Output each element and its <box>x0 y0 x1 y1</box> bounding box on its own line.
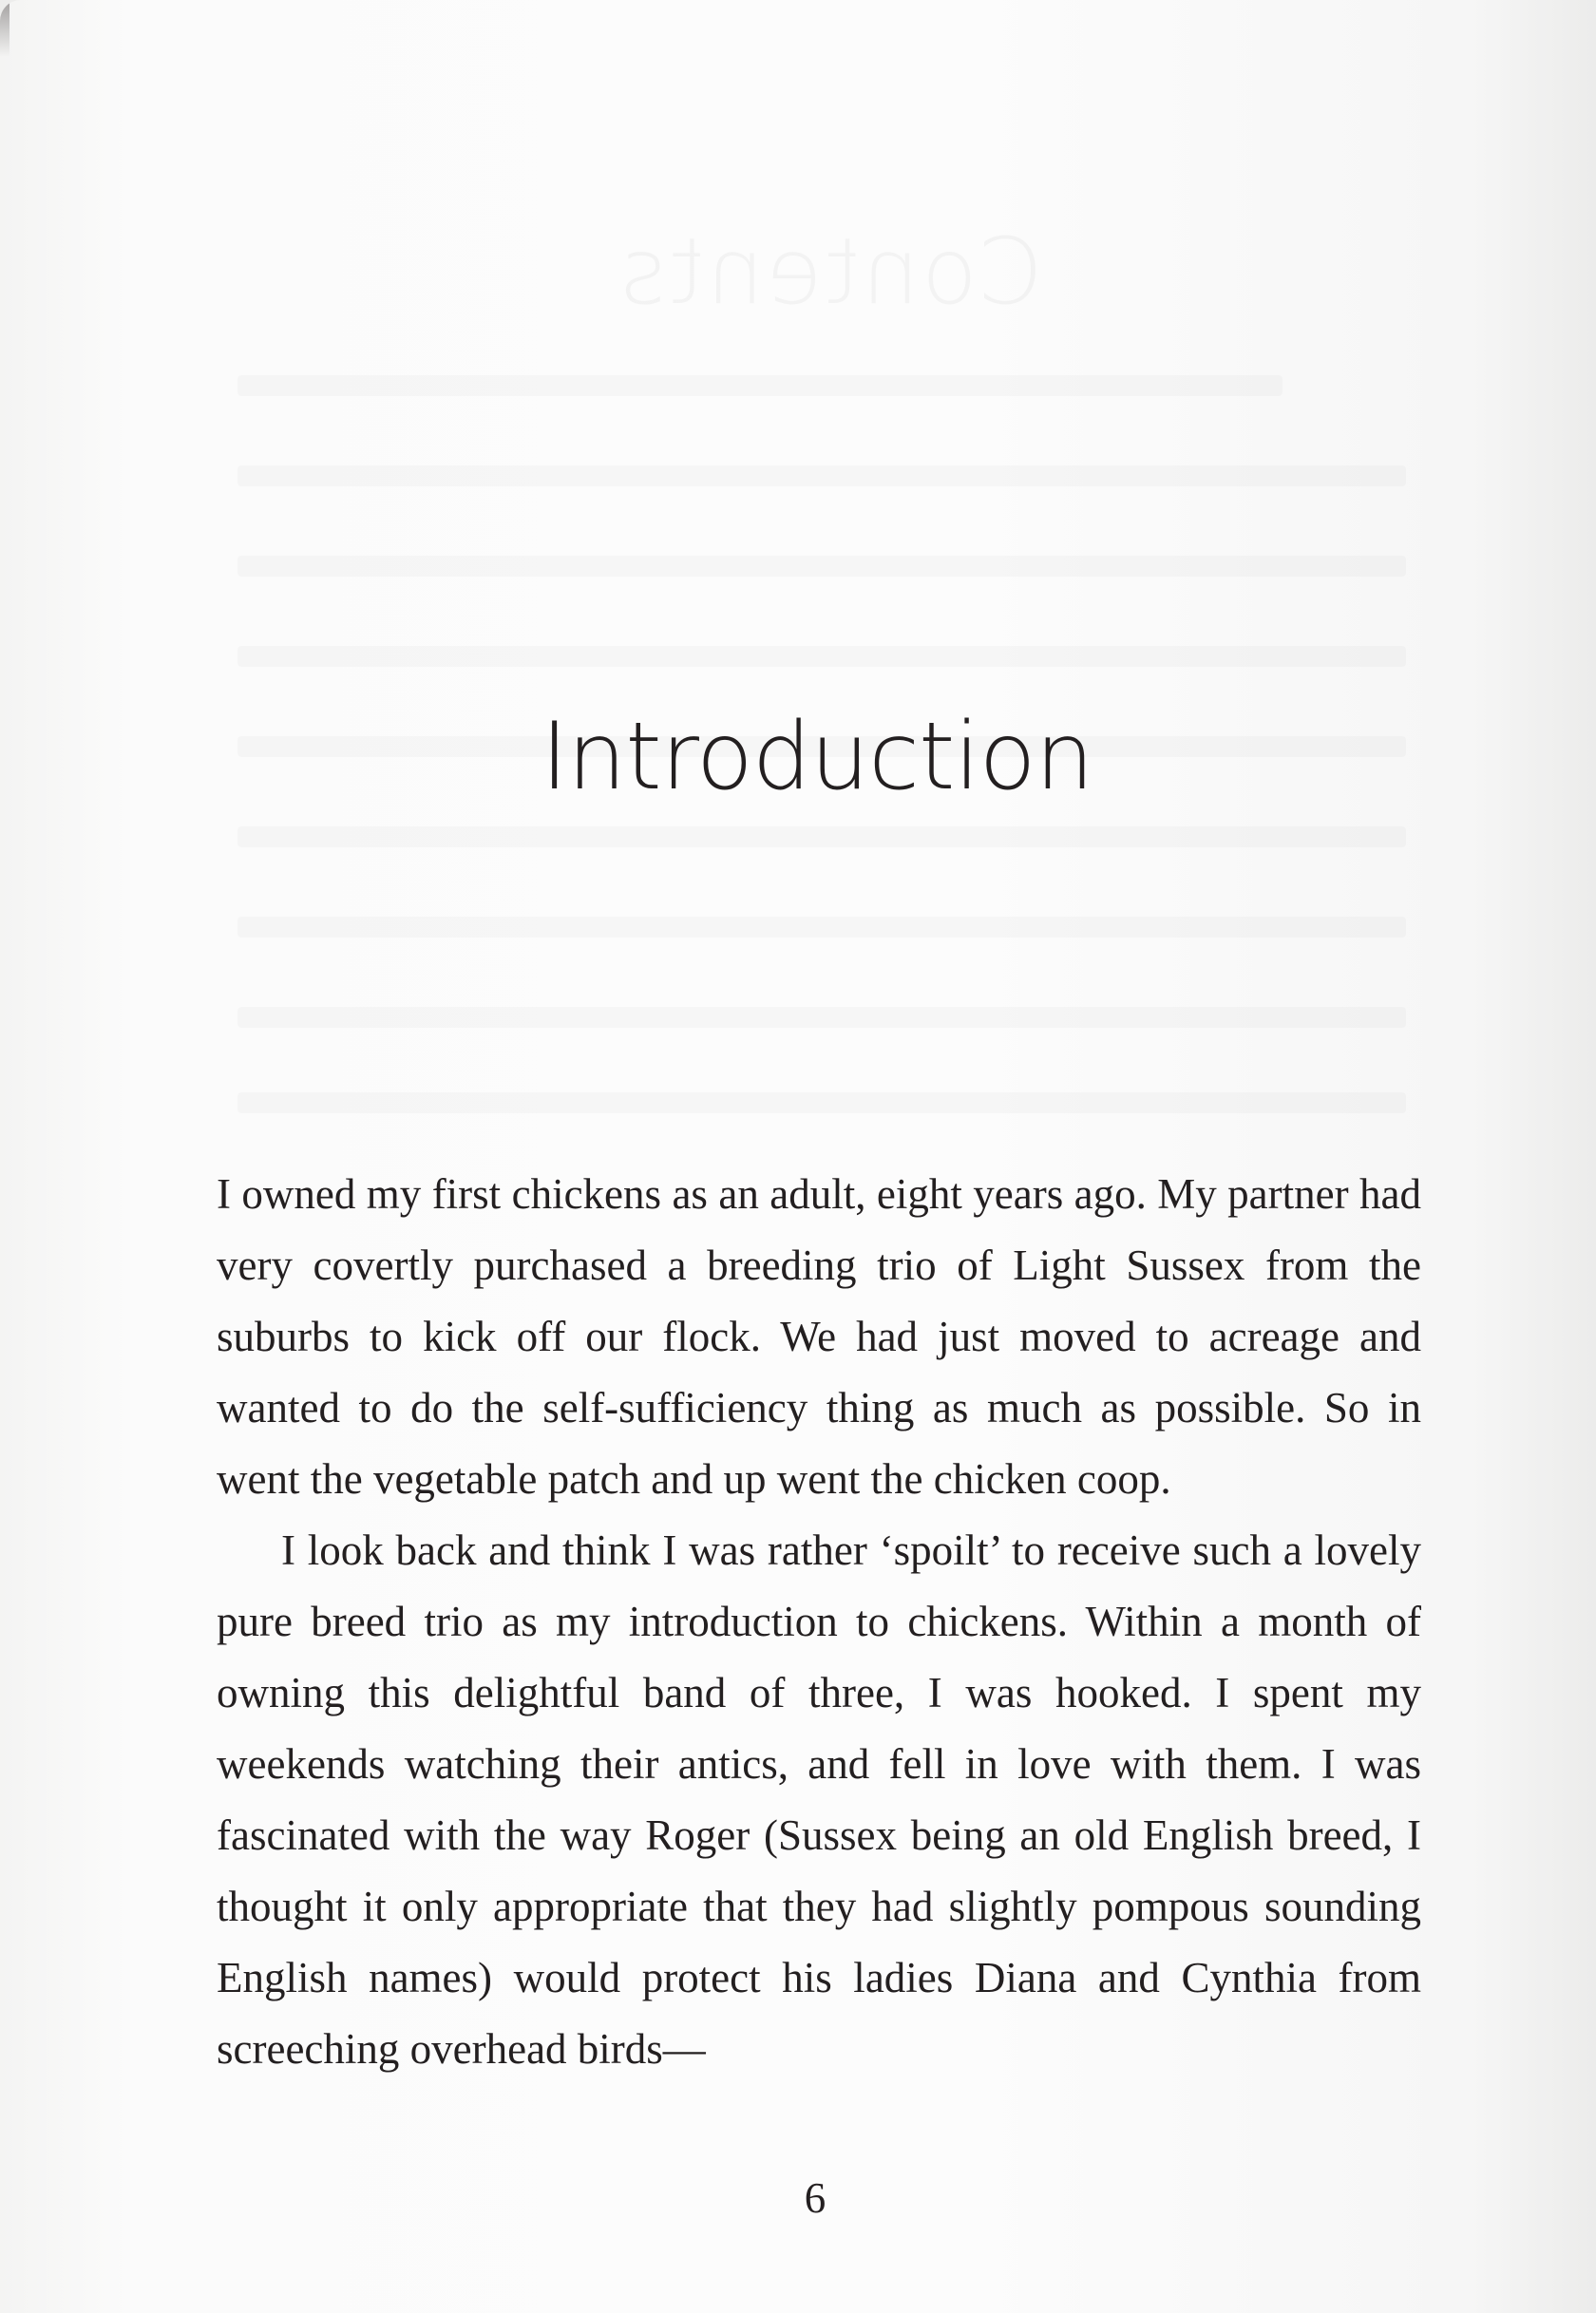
show-through-line <box>238 375 1282 396</box>
paragraph: I look back and think I was rather ‘spoilt’ to receive such a lovely pure breed trio as my introduction to chickens. Within a month of owning this delightful band of three, I was hooked. I spent my weekends watching their antics, and fell in love with them. I was fascinated with the way Roger (Sussex being an old English breed, I thought it only appropriate that they had slightly pompous sounding English names) would protect his ladies Diana and Cynthia from screeching overhead birds— <box>217 1526 1421 2073</box>
show-through-line <box>238 646 1406 667</box>
body-text <box>217 1159 1421 2085</box>
show-through-heading <box>618 218 1043 325</box>
paragraph: I owned my first chickens as an adult, eight years ago. My partner had very covertly purchased a breeding trio of Light Sussex from the suburbs to kick off our flock. We had just moved to acreage and wanted to do the self-sufficiency thing as much as possible. So in went the vegetable patch and up went the chicken coop. <box>217 1170 1421 1503</box>
page-number: 6 <box>804 2174 826 2222</box>
show-through-line <box>238 465 1406 486</box>
show-through-line <box>238 556 1406 577</box>
show-through-line <box>238 1007 1406 1028</box>
page-corner-shadow <box>0 0 10 57</box>
show-through-line <box>238 826 1406 847</box>
show-through-line <box>238 917 1406 938</box>
chapter-title: Introduction <box>541 703 1093 811</box>
show-through-line <box>238 1092 1406 1113</box>
